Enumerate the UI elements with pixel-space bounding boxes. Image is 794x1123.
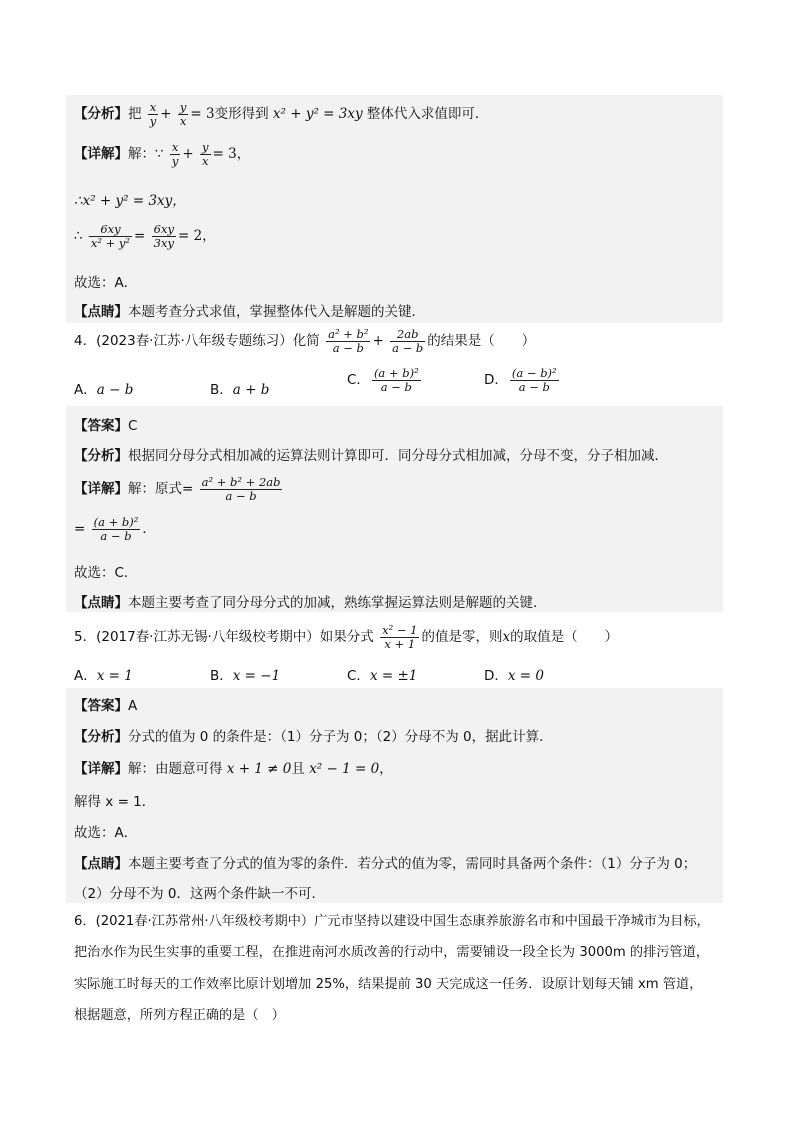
q6-line-2: 把治水作为民生实事的重要工程，在推进南河水质改善的行动中，需要铺设一段全长为 3000m 的排污管道， <box>74 945 710 960</box>
q5-detail: 【详解】解：由题意可得 x + 1 ≠ 0且 x² − 1 = 0， <box>74 761 393 777</box>
q4-choice: 故选：C． <box>74 565 138 581</box>
q6-line-4: 根据题意，所列方程正确的是（ ） <box>74 1008 285 1023</box>
q5-answer: 【答案】A <box>74 698 138 714</box>
q5-solve: 解得 x = 1． <box>74 794 156 810</box>
fraction: $\frac{y}{x}$ <box>179 100 187 128</box>
q4-detail: 【详解】解：原式= $\frac{\text{a² + b² + 2ab}}{a - b}$ <box>74 475 281 503</box>
q5-choice: 故选：A． <box>74 825 138 841</box>
q4-step: = $\frac{\text{(a + b)²}}{a - b}$ ． <box>74 515 156 543</box>
analysis-tag: 【分析】 <box>74 106 128 123</box>
q5-stem: 5．(2017春·江苏无锡·八年级校考期中）如果分式 $\frac{\text{x² − 1}}{x + 1}$ 的值是零，则x的取值是（ ） <box>74 623 619 651</box>
option-d: D． $\frac{\text{(a − b)²}}{a - b}$ <box>484 366 557 394</box>
fraction: $\frac{\text{(a + b)²}}{a - b}$ <box>93 515 139 543</box>
math-expression: x² + y² = 3xy <box>272 106 363 123</box>
q5-comment-2: （2）分母不为 0．这两个条件缺一不可． <box>74 886 325 902</box>
fraction: $\frac{6xy}{3xy}$ <box>153 222 174 250</box>
option-d: D．x = 0 <box>484 668 545 684</box>
fraction: $\frac{\text{x² − 1}}{x + 1}$ <box>382 623 418 651</box>
option-c: C． $\frac{\text{(a + b)²}}{a - b}$ <box>347 366 419 394</box>
q6-line-1: 6．(2021春·江苏常州·八年级校考期中）广元市坚持以建设中国生态康养旅游名市和中国最干净城市为目标， <box>74 914 710 929</box>
fraction: $\frac{y}{x}$ <box>202 140 209 168</box>
fraction: $\frac{\text{a² + b² + 2ab}}{a - b}$ <box>201 475 281 503</box>
q3-comment: 【点睛】本题考查分式求值，掌握整体代入是解题的关键． <box>74 304 425 320</box>
fraction: $\frac{6xy}{\text{x² + y²}}$ <box>90 222 131 250</box>
q5-comment-1: 【点睛】本题主要考查了分式的值为零的条件．若分式的值为零，需同时具备两个条件：（1）分子为 0； <box>74 856 697 872</box>
detail-tag: 【详解】 <box>74 146 128 163</box>
q3-step1: ∴x² + y² = 3xy， <box>74 193 186 209</box>
option-c: C．x = ±1 <box>347 668 418 684</box>
q3-choice: 故选：A． <box>74 275 138 291</box>
fraction: $\frac{x}{y}$ <box>171 140 179 168</box>
q5-analysis: 【分析】分式的值为 0 的条件是：（1）分子为 0；（2）分母不为 0，据此计算． <box>74 729 553 745</box>
comment-tag: 【点睛】 <box>74 304 128 320</box>
option-a: A．a − b <box>74 382 134 398</box>
q4-analysis: 【分析】根据同分母分式相加减的运算法则计算即可．同分母分式相加减，分母不变，分子相加减． <box>74 448 668 464</box>
option-b: B．a + b <box>210 382 270 398</box>
q6-line-3: 实际施工时每天的工作效率比原计划增加 25%，结果提前 30 天完成这一任务．设原计划每天铺 xm 管道， <box>74 977 703 992</box>
q4-comment: 【点睛】本题主要考查了同分母分式的加减，熟练掌握运算法则是解题的关键． <box>74 595 547 611</box>
option-a: A．x = 1 <box>74 668 133 684</box>
q3-analysis-line: 【分析】把 $\frac{x}{y}$ + $\frac{y}{x}$ = 3变形得到 x² + y² = 3xy 整体代入求值即可． <box>74 100 489 128</box>
option-b: B．x = −1 <box>210 668 281 684</box>
q4-solution-block <box>66 406 723 612</box>
fraction: $\frac{\text{a² + b²}}{a - b}$ <box>328 327 369 355</box>
fraction: $\frac{x}{y}$ <box>149 100 157 128</box>
q4-stem: 4．(2023春·江苏·八年级专题练习）化简 $\frac{\text{a² + b²}}{a - b}$ + $\frac{2ab}{a - b}$ 的结果是（ ） <box>74 327 536 355</box>
q3-step2: ∴ $\frac{6xy}{\text{x² + y²}}$ = $\frac{6xy}{3xy}$ = 2， <box>74 222 216 250</box>
q4-answer: 【答案】C <box>74 418 138 434</box>
q5-solution-block <box>66 688 723 903</box>
q3-solution-block <box>66 95 723 323</box>
q3-detail-line: 【详解】解：∵ $\frac{x}{y}$ + $\frac{y}{x}$ = 3， <box>74 140 251 168</box>
fraction: $\frac{2ab}{a - b}$ <box>392 327 424 355</box>
